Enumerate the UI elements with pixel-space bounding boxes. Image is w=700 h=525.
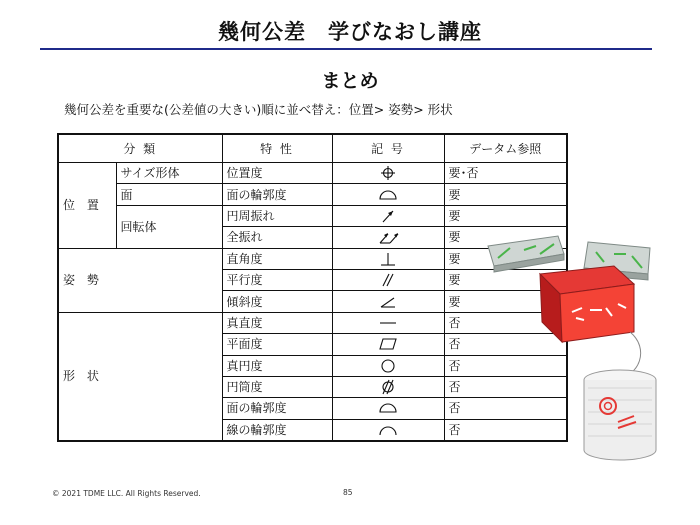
header-datum: データム参照 (444, 134, 567, 163)
datum-cell: 否 (444, 334, 567, 355)
characteristic-cell: 面の輪郭度 (222, 398, 332, 419)
datum-cell: 否 (444, 355, 567, 376)
header-divider (40, 48, 652, 50)
datum-cell: 要 (444, 291, 567, 312)
datum-cell: 否 (444, 376, 567, 397)
table-row (58, 184, 567, 205)
characteristic-cell: 平面度 (222, 334, 332, 355)
symbol-cell (332, 355, 444, 376)
profile-surface-icon (378, 188, 398, 202)
subgroup-size-feature: サイズ形体 (116, 163, 222, 184)
tolerance-illustration (480, 228, 680, 468)
table-row (58, 205, 567, 226)
symbol-cell (332, 334, 444, 355)
total-runout-icon (377, 229, 399, 245)
symbol-cell (332, 291, 444, 312)
characteristic-cell: 直角度 (222, 248, 332, 269)
red-block-icon (540, 266, 634, 342)
datum-cell: 要 (444, 227, 567, 248)
datum-cell: 要 (444, 205, 567, 226)
symbol-cell (332, 312, 444, 333)
characteristic-cell: 円筒度 (222, 376, 332, 397)
characteristic-cell: 真直度 (222, 312, 332, 333)
characteristic-cell: 傾斜度 (222, 291, 332, 312)
group-orientation: 姿 勢 (58, 248, 222, 312)
datum-cell: 否 (444, 419, 567, 441)
characteristic-cell: 全振れ (222, 227, 332, 248)
datum-cell: 要･否 (444, 163, 567, 184)
profile-line-icon (378, 423, 398, 437)
header-title: 幾何公差 学びなおし講座 (218, 20, 482, 44)
parallelism-icon (380, 272, 396, 288)
profile-surface-icon (378, 401, 398, 415)
slide-subtitle: まとめ (321, 70, 379, 92)
subgroup-rotating-body: 回転体 (116, 205, 222, 248)
header-category: 分 類 (58, 134, 222, 163)
flatness-icon (378, 337, 398, 351)
symbol-cell (332, 419, 444, 441)
characteristic-cell: 面の輪郭度 (222, 184, 332, 205)
datum-cell: 要 (444, 248, 567, 269)
subgroup-surface: 面 (116, 184, 222, 205)
symbol-cell (332, 227, 444, 248)
symbol-cell (332, 163, 444, 184)
symbol-cell (332, 269, 444, 290)
cylinder-icon (584, 370, 656, 460)
table-header-row (58, 134, 567, 163)
symbol-cell (332, 205, 444, 226)
circularity-icon (380, 358, 396, 374)
datum-cell: 要 (444, 184, 567, 205)
characteristic-cell: 線の輪郭度 (222, 419, 332, 441)
characteristic-cell: 真円度 (222, 355, 332, 376)
group-position: 位 置 (58, 163, 116, 249)
datum-cell: 要 (444, 269, 567, 290)
characteristic-cell: 平行度 (222, 269, 332, 290)
page-number: 85 (343, 488, 353, 497)
cylindricity-icon (378, 379, 398, 395)
perpendicularity-icon (379, 251, 397, 267)
characteristic-cell: 位置度 (222, 163, 332, 184)
group-form: 形 状 (58, 312, 222, 441)
footer-copyright: © 2021 TDME LLC. All Rights Reserved. (52, 489, 201, 498)
slide-description: 幾何公差を重要な(公差値の大きい)順に並べ替え：位置> 姿勢> 形状 (64, 102, 453, 117)
symbol-cell (332, 184, 444, 205)
header-characteristic: 特 性 (222, 134, 332, 163)
angularity-icon (379, 294, 397, 310)
symbol-cell (332, 248, 444, 269)
table-row (58, 163, 567, 184)
datum-cell: 否 (444, 312, 567, 333)
symbol-cell (332, 398, 444, 419)
straightness-icon (378, 316, 398, 330)
datum-cell: 否 (444, 398, 567, 419)
position-icon (380, 165, 396, 181)
header-symbol: 記 号 (332, 134, 444, 163)
characteristic-cell: 円周振れ (222, 205, 332, 226)
gauge-plate-icon (488, 236, 564, 272)
circular-runout-icon (380, 208, 396, 224)
symbol-cell (332, 376, 444, 397)
